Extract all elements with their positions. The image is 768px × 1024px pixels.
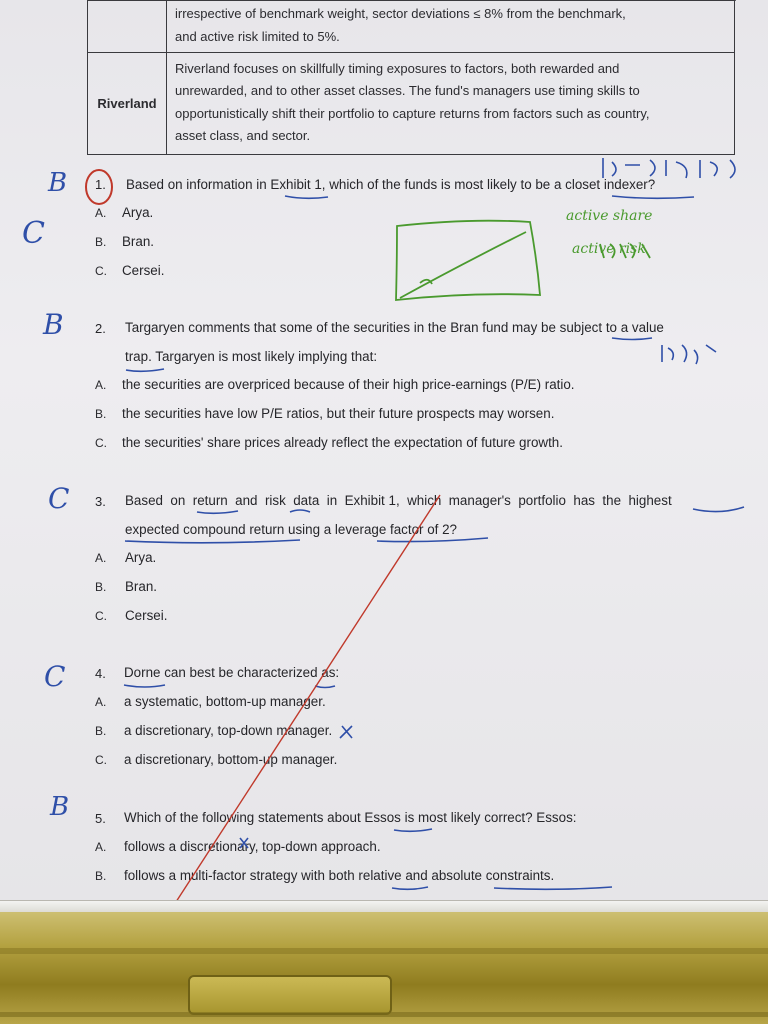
x-mark-manager	[340, 726, 352, 738]
description-line: Riverland focuses on skillfully timing exposures to factors, both rewarded and	[175, 60, 620, 76]
q1-number-circle	[86, 170, 112, 204]
underline-relative	[392, 887, 428, 889]
q3-option-b-letter: B.	[95, 580, 107, 594]
q3-option-b: Bran.	[125, 579, 158, 594]
q3-handwritten-answer: C	[48, 482, 70, 515]
underline-highest	[693, 507, 744, 512]
q1-option-b-letter: B.	[95, 235, 107, 249]
q4-option-c-letter: C.	[95, 753, 107, 767]
green-note-line2: active risk	[572, 241, 646, 257]
question-2-stem-line2: trap. Targaryen is most likely implying that:	[125, 349, 378, 364]
underline-risk	[290, 510, 310, 512]
q5-option-a: follows a discretionary, top-down approach.	[124, 839, 381, 854]
q2-option-c-letter: C.	[95, 436, 107, 450]
question-2-number: 2.	[95, 321, 106, 336]
q5-option-a-letter: A.	[95, 840, 107, 854]
question-2-stem-line1: Targaryen comments that some of the securities in the Bran fund may be subject to a value	[125, 320, 664, 335]
q1-option-a: Arya.	[122, 205, 154, 220]
green-diagonal-line	[400, 232, 526, 298]
q2-option-b-letter: B.	[95, 407, 107, 421]
description-line: and active risk limited to 5%.	[175, 28, 340, 44]
q1-handwritten-correction: C	[22, 216, 45, 251]
q4-option-a: a systematic, bottom-up manager.	[124, 694, 326, 709]
question-3-number: 3.	[95, 494, 106, 509]
question-1-stem: Based on information in Exhibit 1, which of the funds is most likely to be a closet indexer?	[126, 177, 656, 192]
red-diagonal-line	[174, 495, 440, 905]
question-1-number: 1.	[95, 177, 106, 192]
handwritten-korean-note-q2	[662, 345, 716, 364]
q4-option-a-letter: A.	[95, 695, 107, 709]
q5-option-b-letter: B.	[95, 869, 107, 883]
q1-option-a-letter: A.	[95, 206, 107, 220]
case-slot	[188, 975, 392, 1015]
q4-handwritten-answer: C	[44, 660, 66, 693]
case-groove	[0, 948, 768, 954]
question-5-stem: Which of the following statements about Essos is most likely correct? Essos:	[124, 810, 577, 825]
q2-handwritten-answer: B	[43, 308, 64, 341]
x-mark-discretionary	[240, 838, 248, 848]
q4-option-c: a discretionary, bottom-up manager.	[124, 752, 338, 767]
q5-option-b: follows a multi-factor strategy with both relative and absolute constraints.	[124, 868, 555, 883]
q5-handwritten-answer: B	[50, 792, 70, 822]
underline-subject	[612, 338, 652, 340]
green-note-line1: active share	[566, 208, 653, 224]
description-line: asset class, and sector.	[175, 128, 311, 143]
underline-dorne	[124, 685, 165, 687]
underline-constraints	[494, 887, 612, 889]
q3-option-c: Cersei.	[125, 608, 168, 623]
underline-expected-compound	[125, 540, 300, 543]
underline-trap	[126, 369, 164, 371]
underline-closet-indexer	[612, 196, 694, 198]
underline-essos	[394, 829, 432, 831]
blue-underlines	[124, 158, 744, 889]
description-line: unrewarded, and to other asset classes. The fund's managers use timing skills to	[175, 83, 640, 98]
table-cell-manager: Riverland	[88, 53, 167, 155]
description-line: irrespective of benchmark weight, sector deviations ≤ 8% from the benchmark,	[175, 6, 626, 21]
q3-option-c-letter: C.	[95, 609, 107, 623]
q1-option-c-letter: C.	[95, 264, 107, 278]
underline-leverage	[377, 538, 488, 542]
question-3-stem-line2: expected compound return using a leverage factor of 2?	[125, 522, 458, 537]
q2-option-c: the securities' share prices already reflect the expectation of future growth.	[122, 435, 563, 450]
green-sketch	[396, 221, 650, 300]
question-3-stem-line1: Based on return and risk data in Exhibit 1, which manager's portfolio has the highest	[125, 493, 672, 508]
q2-option-a: the securities are overpriced because of their high price-earnings (P/E) ratio.	[122, 377, 575, 392]
handwritten-korean-note-q1	[603, 158, 735, 178]
q4-option-b-letter: B.	[95, 724, 107, 738]
question-4-stem: Dorne can best be characterized as:	[124, 665, 340, 680]
q3-option-a: Arya.	[125, 550, 157, 565]
underline-characterized	[315, 686, 335, 688]
q1-option-c: Cersei.	[122, 263, 165, 278]
question-5-number: 5.	[95, 811, 106, 826]
question-4-number: 4.	[95, 666, 106, 681]
q1-handwritten-answer: B	[48, 168, 68, 198]
underline-exhibit	[285, 196, 328, 198]
description-line: opportunistically shift their portfolio to capture returns from factors such as country,	[175, 105, 650, 121]
green-korean-note	[600, 244, 650, 258]
q2-option-a-letter: A.	[95, 378, 107, 392]
underline-return	[197, 511, 238, 513]
case-groove	[0, 1012, 768, 1017]
q4-option-b: a discretionary, top-down manager.	[124, 723, 333, 738]
q1-option-b: Bran.	[122, 234, 155, 249]
q2-option-b: the securities have low P/E ratios, but their future prospects may worsen.	[122, 406, 555, 421]
q3-option-a-letter: A.	[95, 551, 107, 565]
